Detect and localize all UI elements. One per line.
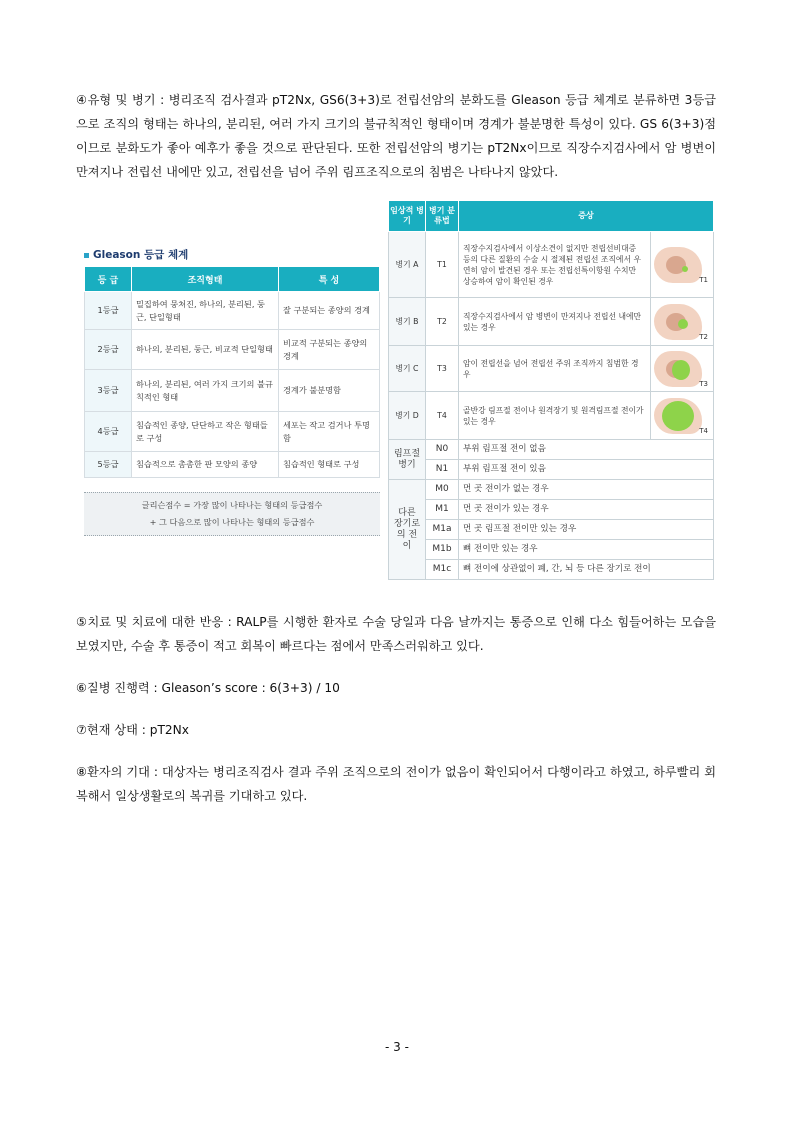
form-cell: 침습적으로 촘촘한 판 모양의 종양 (132, 452, 279, 478)
feature-cell: 침습적인 형태로 구성 (279, 452, 380, 478)
grade-cell: 3등급 (85, 370, 132, 412)
note-line-1: 글리슨점수 = 가장 많이 나타나는 형태의 등급점수 (141, 500, 323, 510)
form-cell: 하나의, 분리된, 둥근, 비교적 단일형태 (132, 330, 279, 370)
staging-table (388, 200, 714, 580)
lymph-node-label: 림프절 병기 (389, 440, 426, 480)
code-cell: N1 (426, 460, 459, 480)
prostate-illustration-icon (652, 348, 708, 390)
table-row (389, 540, 714, 560)
illustration-cell (651, 392, 714, 440)
desc-cell: 부위 림프절 전이 없음 (459, 440, 714, 460)
prostate-staging-figure (388, 200, 714, 580)
table-row (389, 298, 714, 346)
symptom-cell: 암이 전립선을 넘어 전립선 주위 조직까지 침범한 경우 (459, 346, 651, 392)
stage-tag: T3 (699, 379, 708, 388)
feature-cell: 비교적 구분되는 종양의 경계 (279, 330, 380, 370)
grade-cell: 4등급 (85, 412, 132, 452)
gleason-grading-figure (84, 244, 380, 536)
bullet-icon (84, 253, 89, 258)
paragraph-current-status: ⑦현재 상태 : pT2Nx (76, 723, 190, 737)
class-cell: T1 (426, 232, 459, 298)
page-number: - 3 - (385, 1040, 409, 1054)
class-cell: T3 (426, 346, 459, 392)
prostate-illustration-icon (652, 244, 708, 286)
desc-cell: 부위 림프절 전이 있음 (459, 460, 714, 480)
header-clinical-stage: 임상적 병기 (389, 201, 426, 232)
code-cell: M1c (426, 560, 459, 580)
class-cell: T2 (426, 298, 459, 346)
header-feature: 특 성 (279, 267, 380, 292)
class-cell: T4 (426, 392, 459, 440)
stage-cell: 병기 A (389, 232, 426, 298)
table-row (389, 560, 714, 580)
symptom-cell: 직장수지검사에서 이상소견이 없지만 전립선비대증 등의 다른 질환의 수술 시 절제된 전립선 조직에서 우연히 암이 발견된 경우 또는 전립선특이항원 수치만 상승하여 암이 확인된 경우 (459, 232, 651, 298)
grade-cell: 2등급 (85, 330, 132, 370)
header-form: 조직형태 (132, 267, 279, 292)
illustration-cell (651, 298, 714, 346)
symptom-cell: 직장수지검사에서 암 병변이 만져지나 전립선 내에만 있는 경우 (459, 298, 651, 346)
feature-cell: 경계가 불분명함 (279, 370, 380, 412)
table-row (389, 480, 714, 500)
header-classification: 병기 분류법 (426, 201, 459, 232)
form-cell: 하나의, 분리된, 여러 가지 크기의 불규칙적인 형태 (132, 370, 279, 412)
code-cell: M1b (426, 540, 459, 560)
grade-cell: 1등급 (85, 292, 132, 330)
stage-tag: T2 (699, 332, 708, 341)
paragraph-disease-progression: ⑥질병 진행력 : Gleason’s score : 6(3+3) / 10 (76, 681, 340, 695)
stage-cell: 병기 B (389, 298, 426, 346)
table-row (389, 520, 714, 540)
gleason-score-note (84, 492, 380, 536)
gleason-title-text: Gleason 등급 체계 (93, 249, 189, 261)
table-row (389, 392, 714, 440)
desc-cell: 먼 곳 림프절 전이만 있는 경우 (459, 520, 714, 540)
header-symptom: 증상 (459, 201, 714, 232)
stage-cell: 병기 D (389, 392, 426, 440)
feature-cell: 세포는 작고 검거나 투명함 (279, 412, 380, 452)
table-row (389, 346, 714, 392)
stage-tag: T1 (699, 275, 708, 284)
table-row (85, 412, 380, 452)
staging-header-row (389, 201, 714, 232)
paragraph-treatment-response: ⑤치료 및 치료에 대한 반응 : RALP를 시행한 환자로 수술 당일과 다음 날까지는 통증으로 인해 다소 힘들어하는 모습을 보였지만, 수술 후 통증이 적고 회복이 빠르다는 점에서 만족스러워하고 있다. (76, 615, 716, 653)
table-row (389, 500, 714, 520)
table-row (85, 292, 380, 330)
desc-cell: 뼈 전이에 상관없이 폐, 간, 뇌 등 다른 장기로 전이 (459, 560, 714, 580)
header-grade: 등 급 (85, 267, 132, 292)
table-row (85, 370, 380, 412)
table-row (85, 452, 380, 478)
desc-cell: 먼 곳 전이가 있는 경우 (459, 500, 714, 520)
note-line-2: + 그 다음으로 많이 나타나는 형태의 등급점수 (149, 517, 315, 527)
illustration-cell (651, 232, 714, 298)
prostate-illustration-icon (652, 301, 708, 343)
illustration-cell (651, 346, 714, 392)
desc-cell: 먼 곳 전이가 없는 경우 (459, 480, 714, 500)
gleason-table (84, 266, 380, 478)
table-row (85, 330, 380, 370)
metastasis-label: 다른 장기로의 전이 (389, 480, 426, 580)
code-cell: M0 (426, 480, 459, 500)
paragraph-type-stage: ④유형 및 병기 : 병리조직 검사결과 pT2Nx, GS6(3+3)로 전립선암의 분화도를 Gleason 등급 체계로 분류하면 3등급으로 조직의 형태는 하나의, 분리된, 여러 가지 크기의 불규칙적인 형태이며 경계가 불분명한 특성이 있다. GS 6(3+3)점이므로 분화도가 좋아 예후가 좋을 것으로 판단된다. 또한 전립선암의 병기는 pT2Nx이므로 직장수지검사에서 암 병변이 만져지나 전립선 내에만 있고, 전립선을 넘어 주위 림프조직으로의 침범은 나타나지 않았다. (76, 93, 716, 179)
paragraph-patient-expectation: ⑧환자의 기대 : 대상자는 병리조직검사 결과 주위 조직으로의 전이가 없음이 확인되어서 다행이라고 하였고, 하루빨리 회복해서 일상생활로의 복귀를 기대하고 있다. (76, 765, 716, 803)
feature-cell: 잘 구분되는 종양의 경계 (279, 292, 380, 330)
desc-cell: 뼈 전이만 있는 경우 (459, 540, 714, 560)
gleason-header-row (85, 267, 380, 292)
form-cell: 침습적인 종양, 단단하고 작은 형태들로 구성 (132, 412, 279, 452)
gleason-title (84, 244, 380, 266)
form-cell: 밀집하여 뭉쳐진, 하나의, 분리된, 둥근, 단일형태 (132, 292, 279, 330)
stage-cell: 병기 C (389, 346, 426, 392)
prostate-illustration-icon (652, 395, 708, 437)
table-row (389, 440, 714, 460)
code-cell: M1a (426, 520, 459, 540)
stage-tag: T4 (699, 426, 708, 435)
table-row (389, 460, 714, 480)
code-cell: M1 (426, 500, 459, 520)
code-cell: N0 (426, 440, 459, 460)
grade-cell: 5등급 (85, 452, 132, 478)
table-row (389, 232, 714, 298)
symptom-cell: 골반강 림프절 전이나 원격장기 및 원격림프절 전이가 있는 경우 (459, 392, 651, 440)
